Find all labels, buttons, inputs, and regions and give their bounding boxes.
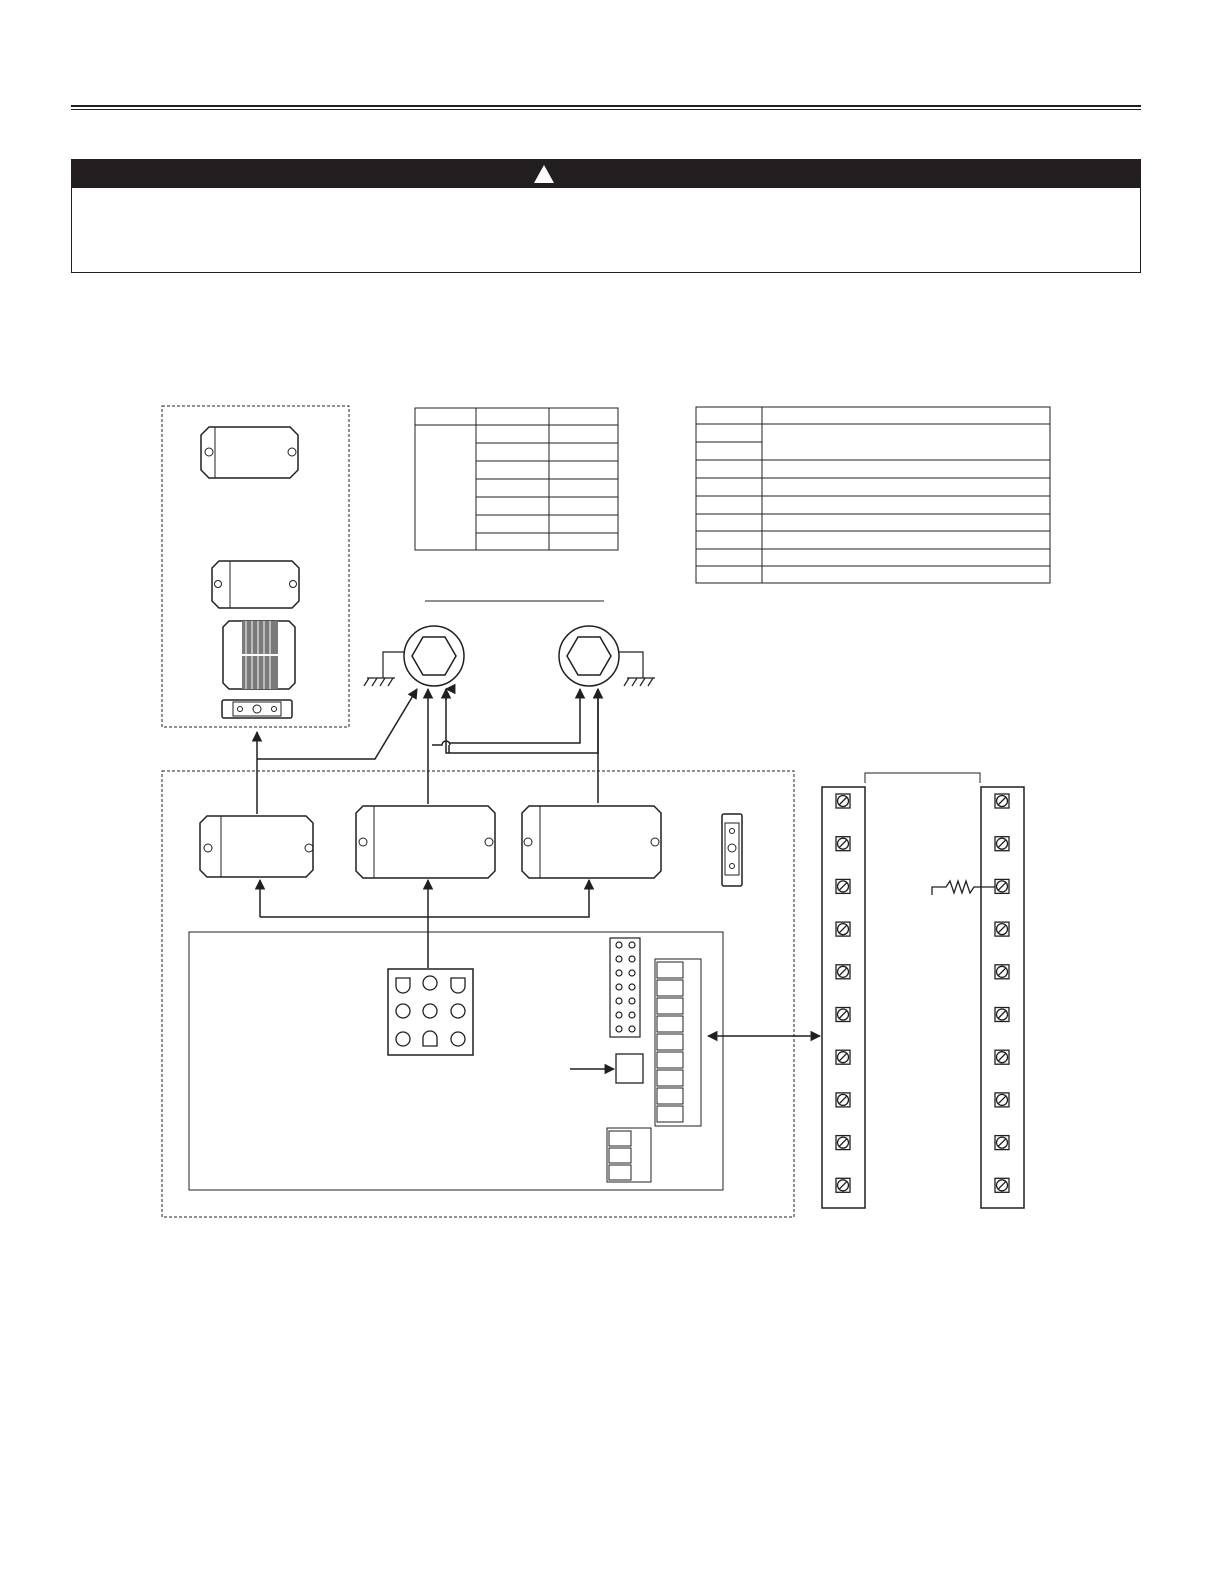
terminal-screw-icon — [995, 1093, 1009, 1107]
terminal-screw-icon — [995, 837, 1009, 851]
terminal-screw-icon — [995, 1136, 1009, 1150]
pin-header-12 — [610, 938, 640, 1037]
fuse-holder-horizontal — [222, 700, 292, 718]
fuse-holder-vertical — [722, 814, 742, 886]
board-small-connector — [607, 1128, 651, 1182]
terminal-screw-icon — [995, 965, 1009, 979]
control-module-1 — [201, 427, 298, 478]
board-terminal-block — [655, 959, 701, 1126]
board-chip — [616, 1054, 643, 1083]
terminal-screw-icon — [995, 794, 1009, 808]
connector-table-1 — [415, 408, 618, 550]
wiring — [257, 689, 820, 1036]
terminal-strip-bracket — [865, 773, 980, 783]
terminal-screw-icon — [995, 1178, 1009, 1192]
terminal-screw-icon — [836, 1178, 850, 1192]
ground-icon — [619, 652, 655, 686]
terminal-screw-icon — [995, 1050, 1009, 1064]
terminal-screw-icon — [836, 879, 850, 893]
terminal-screw-icon — [836, 922, 850, 936]
terminal-screw-icon — [995, 1008, 1009, 1022]
terminal-screw-icon — [995, 922, 1009, 936]
resistor-icon — [932, 881, 995, 895]
terminal-screw-icon — [836, 837, 850, 851]
hex-switch-icon — [559, 626, 619, 686]
connector-plug-9pin — [388, 969, 473, 1055]
terminal-screw-icon — [836, 794, 850, 808]
terminal-screw-icon — [836, 1136, 850, 1150]
terminal-screw-icon — [836, 1093, 850, 1107]
terminal-screw-icon — [995, 879, 1009, 893]
heatsink-module — [223, 621, 295, 689]
control-module-b — [356, 806, 495, 878]
control-module-c — [522, 806, 661, 878]
control-module-2 — [212, 561, 299, 608]
terminal-screw-icon — [836, 965, 850, 979]
component-panel-bottom — [162, 771, 794, 1217]
terminal-legend-table — [696, 407, 1050, 583]
terminal-screw-icon — [836, 1008, 850, 1022]
terminal-screw-icon — [836, 1050, 850, 1064]
hex-switch-icon — [404, 626, 464, 686]
ground-icon — [364, 652, 404, 686]
control-module-a — [200, 816, 313, 877]
